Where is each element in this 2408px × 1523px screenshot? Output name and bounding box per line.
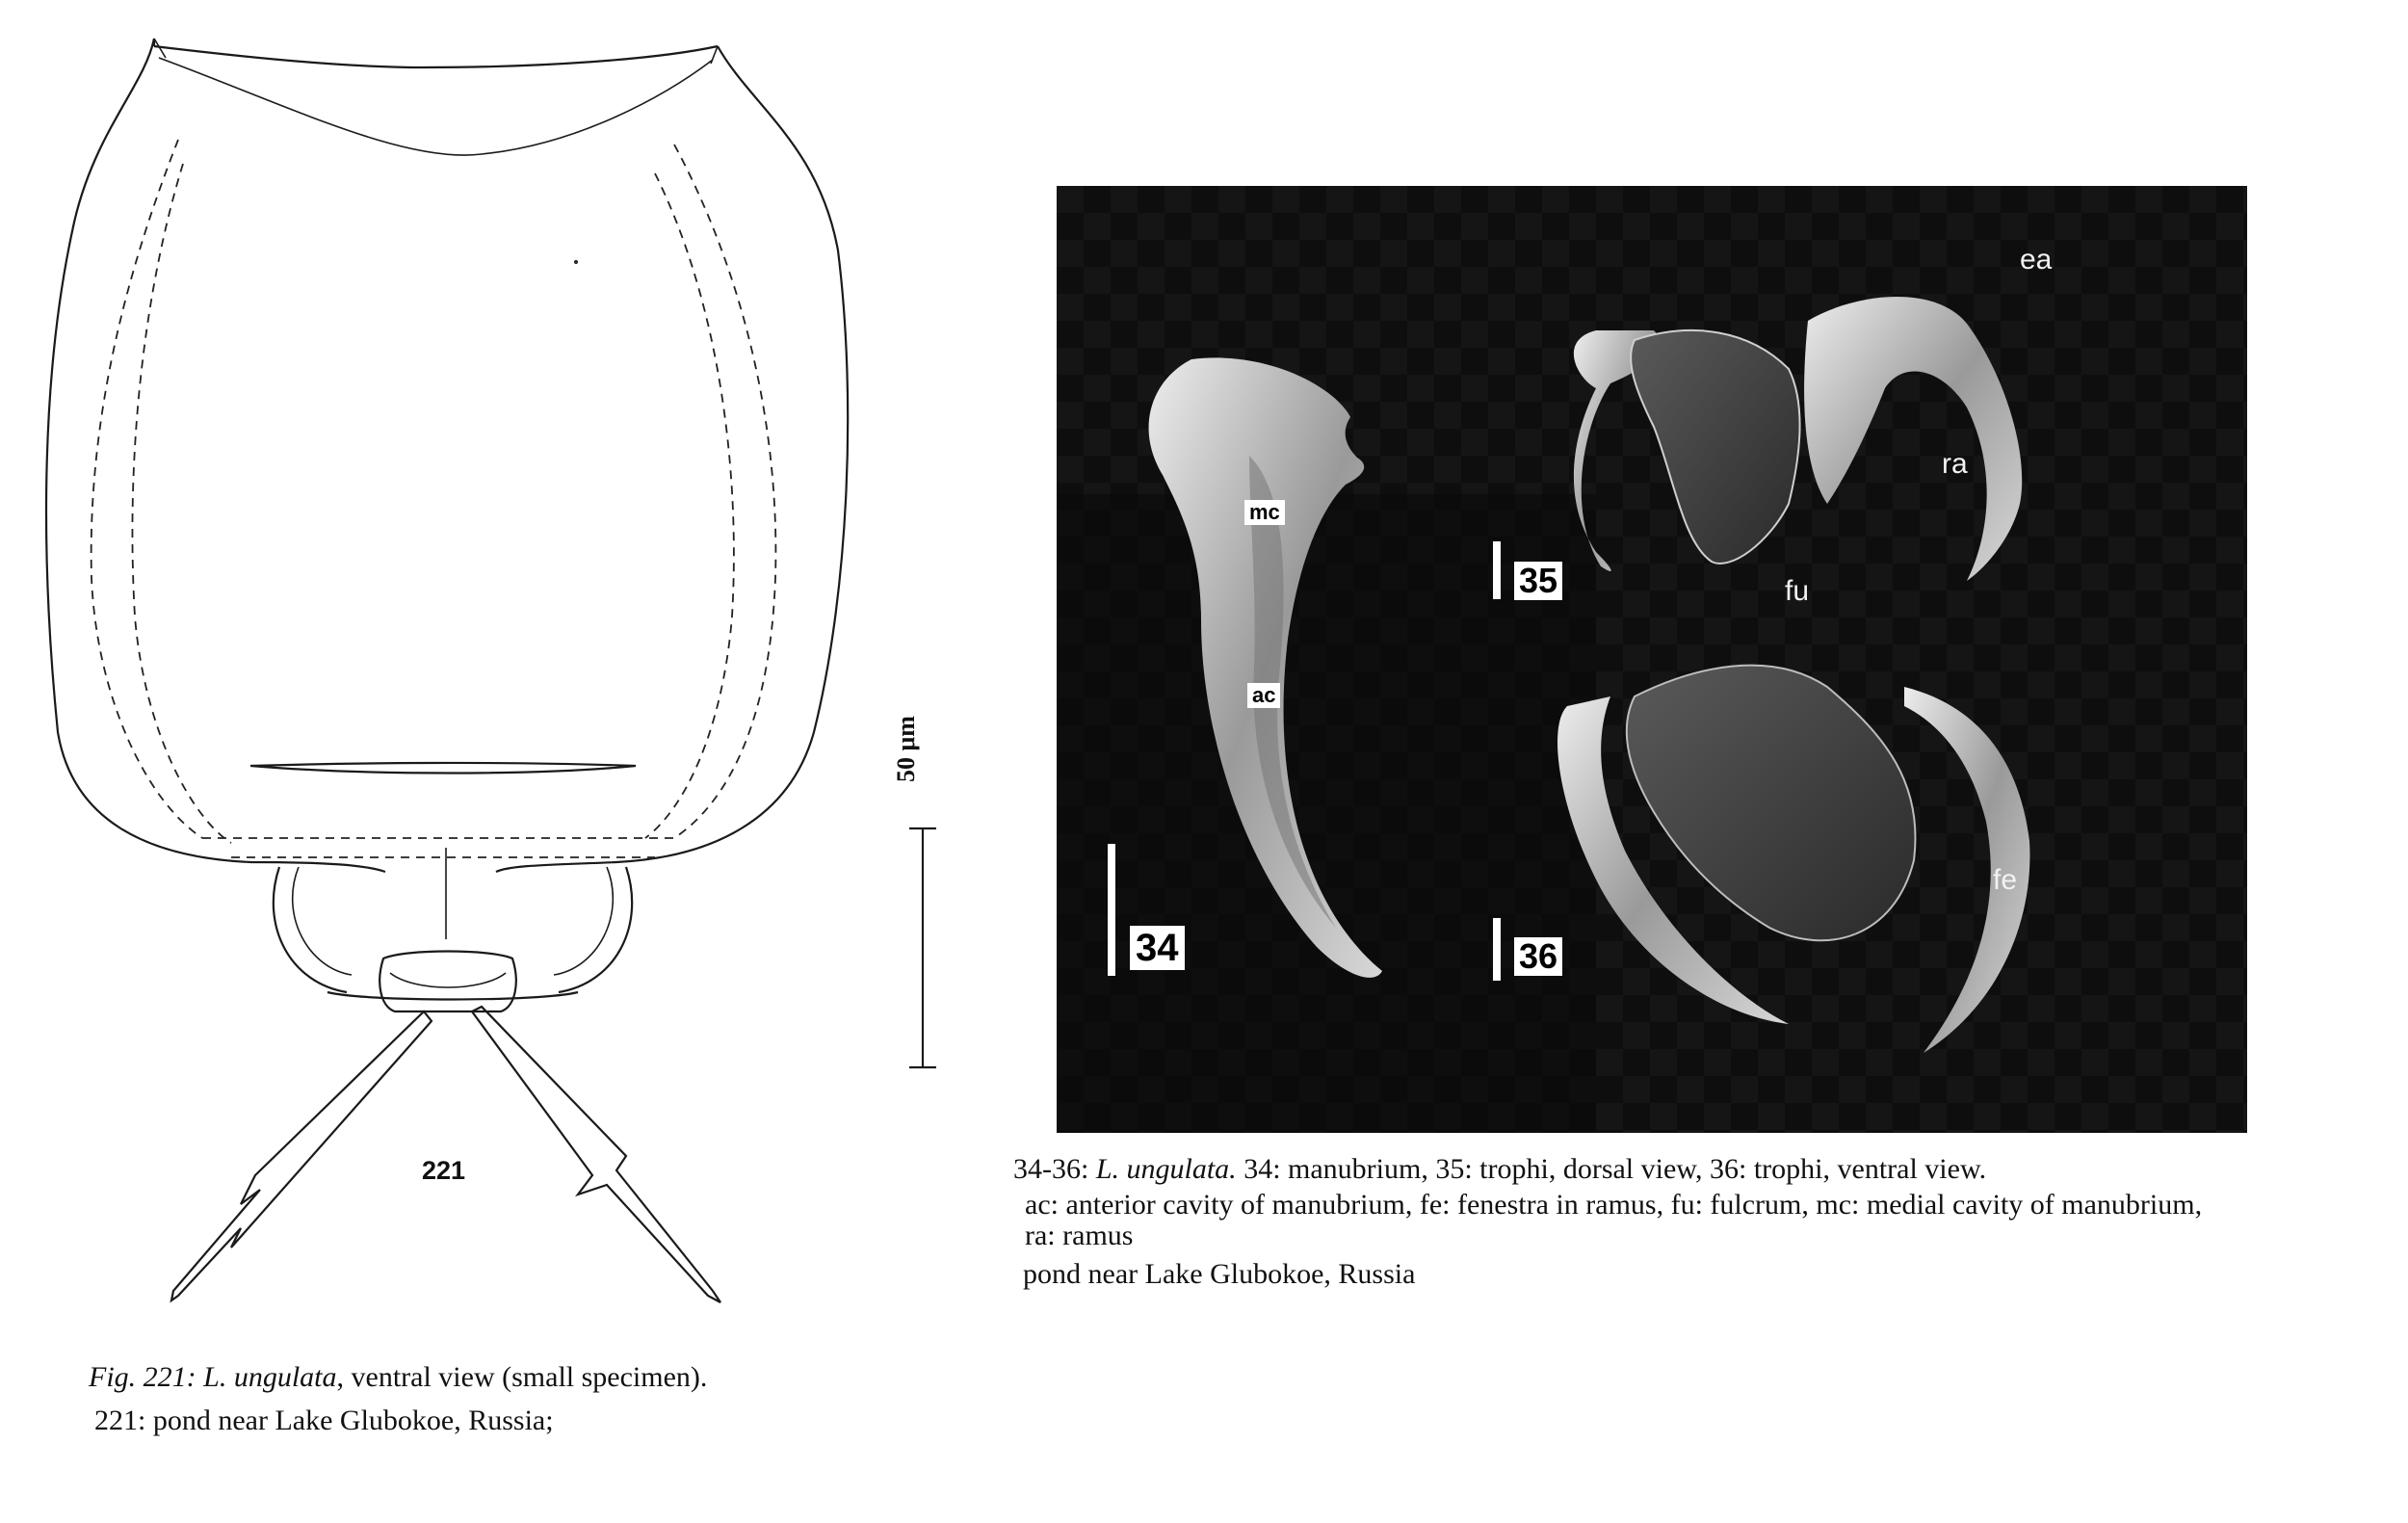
lorica-outline <box>46 39 848 872</box>
sem-plate-graphics <box>1057 186 2247 1133</box>
label-ea: ea <box>2020 244 2053 276</box>
figure-number-221: 221 <box>422 1156 466 1185</box>
label-ac: ac <box>1247 683 1280 708</box>
scale-bar-36 <box>1493 918 1501 981</box>
left-caption-line2: 221: pond near Lake Glubokoe, Russia; <box>94 1405 554 1436</box>
right-caption-line2: ac: anterior cavity of manubrium, fe: fenestra in ramus, fu: fulcrum, mc: medial cavity of manubrium, <box>1025 1189 2203 1221</box>
panel-number-35: 35 <box>1514 562 1562 600</box>
label-mc: mc <box>1244 500 1285 525</box>
lorica-drawing <box>0 0 1060 1349</box>
left-caption-species: L. ungulata <box>203 1361 337 1393</box>
label-ra: ra <box>1942 448 1968 480</box>
left-caption-prefix: Fig. 221: <box>89 1361 196 1393</box>
left-caption-line1 <box>89 1360 707 1395</box>
label-fe: fe <box>1993 864 2018 896</box>
scale-bar-34 <box>1108 844 1115 976</box>
right-caption-line4: pond near Lake Glubokoe, Russia <box>1023 1258 1416 1290</box>
right-caption-line3: ra: ramus <box>1025 1220 1134 1251</box>
right-caption-line1 <box>1013 1152 1986 1187</box>
right-caption-species: L. ungulata. <box>1095 1153 1237 1185</box>
panel-number-36: 36 <box>1514 937 1562 976</box>
scale-bar-35 <box>1493 541 1501 599</box>
scale-bar-label: 50 μm <box>892 716 920 782</box>
right-caption-prefix: 34-36: <box>1013 1153 1089 1185</box>
panel-number-34: 34 <box>1130 926 1185 970</box>
sem-plate <box>1057 186 2247 1133</box>
right-caption-rest: 34: manubrium, 35: trophi, dorsal view, 36: trophi, ventral view. <box>1243 1153 1987 1185</box>
left-caption-rest: , ventral view (small specimen). <box>336 1361 708 1393</box>
label-fu: fu <box>1785 575 1810 607</box>
